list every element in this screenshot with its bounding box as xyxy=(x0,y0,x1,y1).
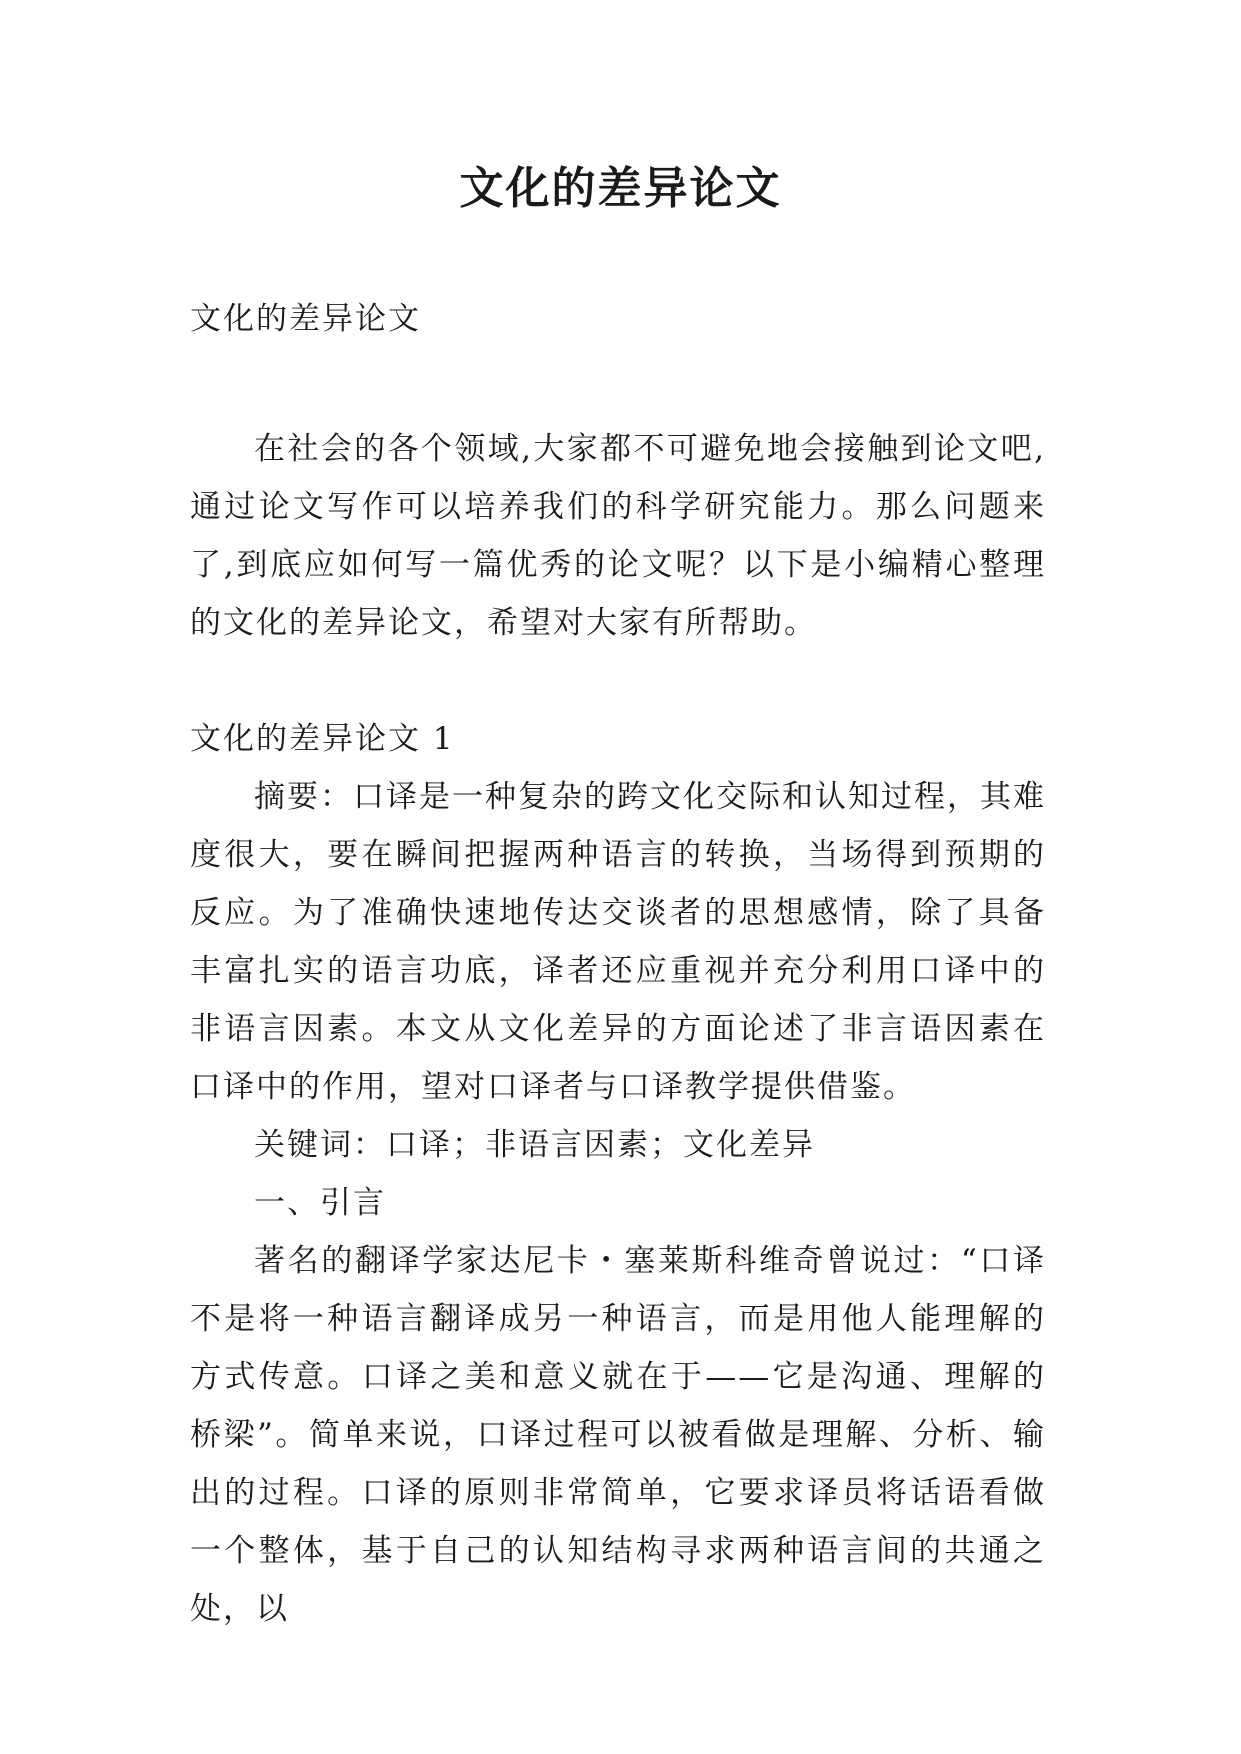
document-subtitle: 文化的差异论文 xyxy=(190,301,421,337)
body-paragraph: 著名的翻译学家达尼卡・塞莱斯科维奇曾说过：“口译不是将一种语言翻译成另一种语言，而是用他人能理解的方式传意。口译之美和意义就在于——它是沟通、理解的桥梁”。简单来说，口译过程可以被看做是理解、分析、输出的过程。口译的原则非常简单，它要求译员将话语看做一个整体，基于自己的认知结构寻求两种语言间的共通之处，以 xyxy=(190,1243,1046,1627)
heading-introduction: 一、引言 xyxy=(254,1185,386,1221)
document-title: 文化的差异论文 xyxy=(459,163,782,214)
abstract-paragraph: 摘要：口译是一种复杂的跨文化交际和认知过程，其难度很大，要在瞬间把握两种语言的转换，当场得到预期的反应。为了准确快速地传达交谈者的思想感情，除了具备丰富扎实的语言功底，译者还应重视并充分利用口译中的非语言因素。本文从文化差异的方面论述了非言语因素在口译中的作用，望对口译者与口译教学提供借鉴。 xyxy=(190,779,1046,1105)
intro-paragraph: 在社会的各个领域,大家都不可避免地会接触到论文吧,通过论文写作可以培养我们的科学研究能力。那么问题来了,到底应如何写一篇优秀的论文呢？以下是小编精心整理的文化的差异论文，希望对大家有所帮助。 xyxy=(190,431,1046,641)
keywords-line: 关键词：口译；非语言因素；文化差异 xyxy=(254,1127,815,1163)
section-heading: 文化的差异论文 1 xyxy=(190,721,455,757)
document-body xyxy=(190,290,1046,1638)
